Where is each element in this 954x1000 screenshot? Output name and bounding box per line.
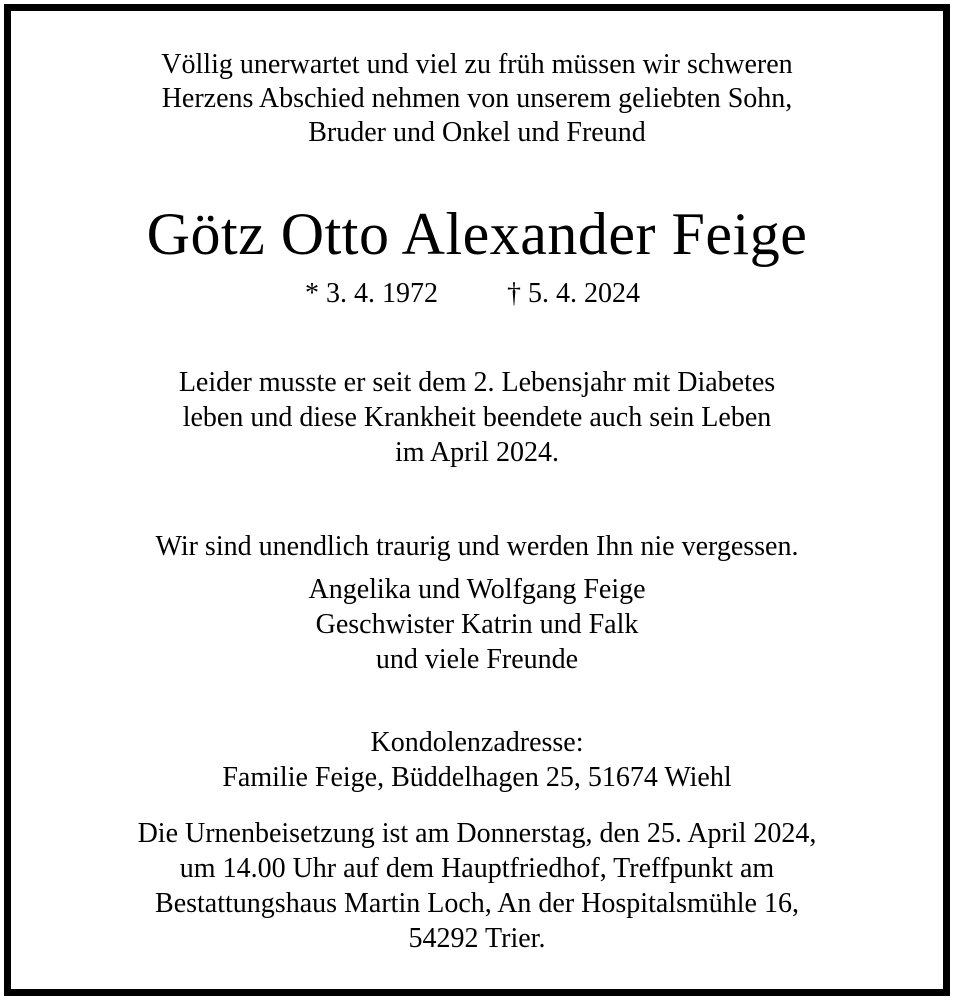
condolence-label: Kondolenzadresse: bbox=[370, 727, 584, 758]
mourner-siblings: Geschwister Katrin und Falk bbox=[315, 609, 639, 640]
deceased-name: Götz Otto Alexander Feige bbox=[146, 201, 808, 267]
intro-line-3: Bruder und Onkel und Freund bbox=[308, 117, 646, 148]
burial-line-1: Die Urnenbeisetzung ist am Donnerstag, den 25. April 2024, bbox=[137, 818, 817, 849]
intro-line-2: Herzens Abschied nehmen von unserem geliebten Sohn, bbox=[161, 83, 793, 114]
burial-line-2: um 14.00 Uhr auf dem Hauptfriedhof, Treffpunkt am bbox=[179, 853, 775, 884]
burial-line-4: 54292 Trier. bbox=[408, 923, 546, 954]
cause-line-2: leben und diese Krankheit beendete auch sein Leben bbox=[182, 402, 772, 433]
mourner-friends: und viele Freunde bbox=[375, 644, 579, 675]
mourning-statement: Wir sind unendlich traurig und werden Ihn nie vergessen. bbox=[155, 531, 799, 562]
cause-line-1: Leider musste er seit dem 2. Lebensjahr mit Diabetes bbox=[178, 367, 776, 398]
intro-line-1: Völlig unerwartet und viel zu früh müssen wir schweren bbox=[161, 49, 793, 80]
death-date: † 5. 4. 2024 bbox=[507, 278, 640, 309]
burial-line-3: Bestattungshaus Martin Loch, An der Hospitalsmühle 16, bbox=[155, 888, 799, 919]
life-dates bbox=[0, 276, 954, 312]
condolence-address: Familie Feige, Büddelhagen 25, 51674 Wiehl bbox=[222, 762, 732, 793]
mourner-parents: Angelika und Wolfgang Feige bbox=[308, 574, 646, 605]
birth-date: * 3. 4. 1972 bbox=[305, 278, 438, 309]
cause-line-3: im April 2024. bbox=[394, 437, 560, 468]
